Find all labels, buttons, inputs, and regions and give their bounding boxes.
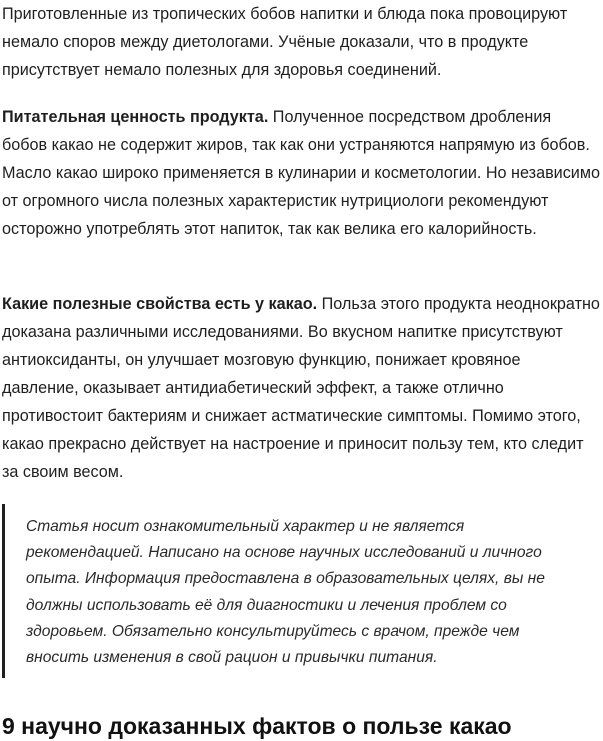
intro-text: Приготовленные из тропических бобов напитки и блюда пока провоцируют немало споров между диетологами. Учёные доказали, что в продукте присутствует немало полезных для здоровья соединений. — [2, 5, 568, 79]
disclaimer-text: Статья носит ознакомительный характер и не является рекомендацией. Написано на основе научных исследований и личного опыта. Информация предоставлена в образовательных целях, вы не должны использовать её для диагностики и лечения проблем со здоровьем. Обязательно консультируйтесь с врачом, прежде чем вносить изменения в свой рацион и привычки питания. — [26, 518, 545, 667]
section-heading: 9 научно доказанных фактов о пользе какао — [2, 713, 512, 739]
nutrition-lead: Питательная ценность продукта. — [2, 108, 269, 126]
nutrition-text: Полученное посредством дробления бобов какао не содержит жиров, так как они устраняются напрямую из бобов. Масло какао широко применяется в кулинарии и косметологии. Но независимо от огромного числа полезных характеристик нутрициологи рекомендуют осторожно употреблять этот напиток, так как велика его калорийность. — [2, 108, 600, 238]
nutrition-paragraph — [2, 103, 600, 243]
benefits-paragraph — [2, 290, 600, 486]
intro-paragraph — [2, 0, 600, 84]
disclaimer-blockquote — [2, 504, 599, 678]
benefits-lead: Какие полезные свойства есть у какао. — [2, 295, 318, 313]
benefits-text: Польза этого продукта неоднократно доказана различными исследованиями. Во вкусном напитке присутствуют антиоксиданты, он улучшает мозговую функцию, понижает кровяное давление, оказывает антидиабетический эффект, а также отлично противостоит бактериям и снижает астматические симптомы. Помимо этого, какао прекрасно действует на настроение и приносит пользу тем, кто следит за своим весом. — [2, 295, 600, 481]
